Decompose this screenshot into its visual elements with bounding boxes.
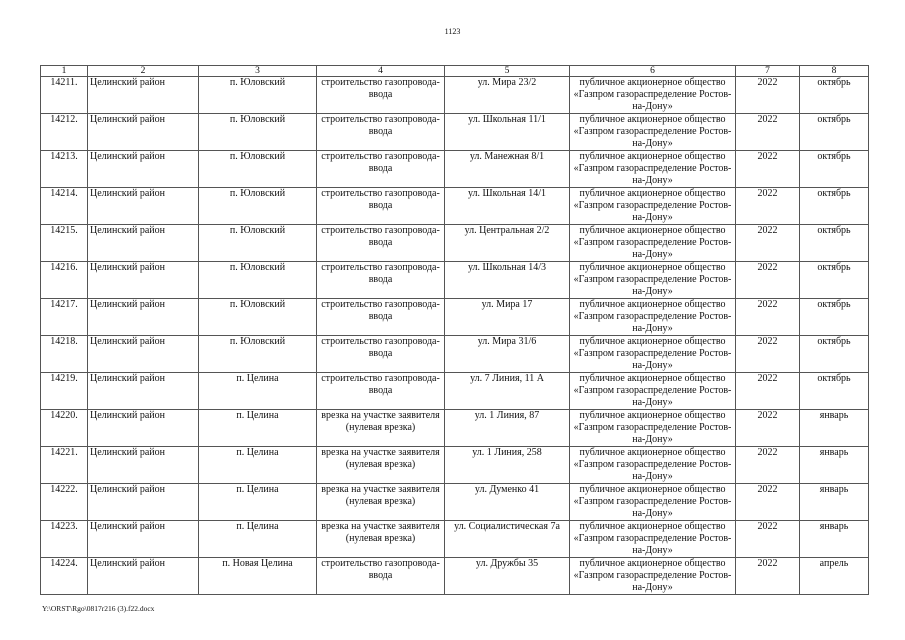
organization-cell: публичное акционерное общество «Газпром газораспределение Ростов-на-Дону»	[570, 299, 736, 336]
settlement-cell: п. Юловский	[199, 151, 317, 188]
address-cell: ул. Мира 17	[445, 299, 570, 336]
organization-cell: публичное акционерное общество «Газпром газораспределение Ростов-на-Дону»	[570, 151, 736, 188]
column-header: 6	[570, 66, 736, 77]
table-row	[41, 225, 869, 262]
settlement-cell: п. Юловский	[199, 336, 317, 373]
year-cell: 2022	[736, 484, 800, 521]
column-header: 8	[800, 66, 869, 77]
district-cell: Целинский район	[88, 299, 199, 336]
year-cell: 2022	[736, 114, 800, 151]
month-cell: октябрь	[800, 114, 869, 151]
table-row	[41, 77, 869, 114]
row-number-cell: 14214.	[41, 188, 88, 225]
row-number-cell: 14218.	[41, 336, 88, 373]
row-number-cell: 14213.	[41, 151, 88, 188]
district-cell: Целинский район	[88, 225, 199, 262]
year-cell: 2022	[736, 225, 800, 262]
settlement-cell: п. Юловский	[199, 225, 317, 262]
settlement-cell: п. Юловский	[199, 188, 317, 225]
district-cell: Целинский район	[88, 447, 199, 484]
row-number-cell: 14212.	[41, 114, 88, 151]
settlement-cell: п. Целина	[199, 484, 317, 521]
work-type-cell: строительство газопровода-ввода	[317, 188, 445, 225]
organization-cell: публичное акционерное общество «Газпром газораспределение Ростов-на-Дону»	[570, 447, 736, 484]
work-type-cell: строительство газопровода-ввода	[317, 114, 445, 151]
district-cell: Целинский район	[88, 114, 199, 151]
work-type-cell: строительство газопровода-ввода	[317, 558, 445, 595]
settlement-cell: п. Целина	[199, 521, 317, 558]
month-cell: январь	[800, 410, 869, 447]
district-cell: Целинский район	[88, 373, 199, 410]
month-cell: октябрь	[800, 299, 869, 336]
organization-cell: публичное акционерное общество «Газпром газораспределение Ростов-на-Дону»	[570, 188, 736, 225]
column-header: 7	[736, 66, 800, 77]
month-cell: октябрь	[800, 225, 869, 262]
year-cell: 2022	[736, 77, 800, 114]
row-number-cell: 14222.	[41, 484, 88, 521]
address-cell: ул. Дружбы 35	[445, 558, 570, 595]
work-type-cell: строительство газопровода-ввода	[317, 299, 445, 336]
settlement-cell: п. Юловский	[199, 262, 317, 299]
year-cell: 2022	[736, 262, 800, 299]
organization-cell: публичное акционерное общество «Газпром газораспределение Ростов-на-Дону»	[570, 262, 736, 299]
district-cell: Целинский район	[88, 151, 199, 188]
district-cell: Целинский район	[88, 558, 199, 595]
month-cell: январь	[800, 447, 869, 484]
work-type-cell: строительство газопровода-ввода	[317, 151, 445, 188]
organization-cell: публичное акционерное общество «Газпром газораспределение Ростов-на-Дону»	[570, 77, 736, 114]
settlement-cell: п. Юловский	[199, 299, 317, 336]
month-cell: апрель	[800, 558, 869, 595]
settlement-cell: п. Новая Целина	[199, 558, 317, 595]
table-row	[41, 262, 869, 299]
year-cell: 2022	[736, 151, 800, 188]
district-cell: Целинский район	[88, 484, 199, 521]
month-cell: январь	[800, 484, 869, 521]
table-row	[41, 521, 869, 558]
month-cell: октябрь	[800, 77, 869, 114]
column-header: 5	[445, 66, 570, 77]
organization-cell: публичное акционерное общество «Газпром газораспределение Ростов-на-Дону»	[570, 558, 736, 595]
district-cell: Целинский район	[88, 336, 199, 373]
settlement-cell: п. Юловский	[199, 77, 317, 114]
year-cell: 2022	[736, 447, 800, 484]
organization-cell: публичное акционерное общество «Газпром газораспределение Ростов-на-Дону»	[570, 336, 736, 373]
address-cell: ул. Центральная 2/2	[445, 225, 570, 262]
year-cell: 2022	[736, 521, 800, 558]
row-number-cell: 14221.	[41, 447, 88, 484]
table-row	[41, 188, 869, 225]
organization-cell: публичное акционерное общество «Газпром газораспределение Ростов-на-Дону»	[570, 114, 736, 151]
work-type-cell: строительство газопровода-ввода	[317, 225, 445, 262]
organization-cell: публичное акционерное общество «Газпром газораспределение Ростов-на-Дону»	[570, 410, 736, 447]
settlement-cell: п. Целина	[199, 373, 317, 410]
organization-cell: публичное акционерное общество «Газпром газораспределение Ростов-на-Дону»	[570, 521, 736, 558]
table-row	[41, 484, 869, 521]
gasification-table	[40, 65, 869, 595]
table-row	[41, 410, 869, 447]
row-number-cell: 14220.	[41, 410, 88, 447]
organization-cell: публичное акционерное общество «Газпром газораспределение Ростов-на-Дону»	[570, 373, 736, 410]
row-number-cell: 14216.	[41, 262, 88, 299]
year-cell: 2022	[736, 188, 800, 225]
year-cell: 2022	[736, 336, 800, 373]
work-type-cell: врезка на участке заявителя (нулевая врезка)	[317, 447, 445, 484]
district-cell: Целинский район	[88, 410, 199, 447]
district-cell: Целинский район	[88, 262, 199, 299]
address-cell: ул. Социалистическая 7а	[445, 521, 570, 558]
year-cell: 2022	[736, 299, 800, 336]
address-cell: ул. 7 Линия, 11 А	[445, 373, 570, 410]
table-row	[41, 114, 869, 151]
address-cell: ул. Школьная 11/1	[445, 114, 570, 151]
address-cell: ул. Думенко 41	[445, 484, 570, 521]
address-cell: ул. Мира 31/6	[445, 336, 570, 373]
year-cell: 2022	[736, 558, 800, 595]
year-cell: 2022	[736, 373, 800, 410]
organization-cell: публичное акционерное общество «Газпром газораспределение Ростов-на-Дону»	[570, 484, 736, 521]
table-row	[41, 151, 869, 188]
work-type-cell: врезка на участке заявителя (нулевая врезка)	[317, 484, 445, 521]
settlement-cell: п. Юловский	[199, 114, 317, 151]
column-header: 3	[199, 66, 317, 77]
table-body	[41, 77, 869, 595]
settlement-cell: п. Целина	[199, 447, 317, 484]
month-cell: январь	[800, 521, 869, 558]
table-row	[41, 373, 869, 410]
column-header: 2	[88, 66, 199, 77]
column-header: 1	[41, 66, 88, 77]
month-cell: октябрь	[800, 188, 869, 225]
address-cell: ул. Мира 23/2	[445, 77, 570, 114]
row-number-cell: 14211.	[41, 77, 88, 114]
column-header: 4	[317, 66, 445, 77]
year-cell: 2022	[736, 410, 800, 447]
table-row	[41, 447, 869, 484]
work-type-cell: строительство газопровода-ввода	[317, 262, 445, 299]
organization-cell: публичное акционерное общество «Газпром газораспределение Ростов-на-Дону»	[570, 225, 736, 262]
month-cell: октябрь	[800, 336, 869, 373]
row-number-cell: 14215.	[41, 225, 88, 262]
table-row	[41, 558, 869, 595]
district-cell: Целинский район	[88, 188, 199, 225]
footer-file-path: Y:\ORST\Rgo\0817r216 (3).f22.docx	[42, 604, 155, 613]
work-type-cell: строительство газопровода-ввода	[317, 77, 445, 114]
work-type-cell: врезка на участке заявителя (нулевая врезка)	[317, 410, 445, 447]
row-number-cell: 14224.	[41, 558, 88, 595]
month-cell: октябрь	[800, 373, 869, 410]
row-number-cell: 14223.	[41, 521, 88, 558]
work-type-cell: строительство газопровода-ввода	[317, 373, 445, 410]
header-row	[41, 66, 869, 77]
district-cell: Целинский район	[88, 521, 199, 558]
page-number: 1123	[444, 27, 461, 36]
table-row	[41, 299, 869, 336]
table-row	[41, 336, 869, 373]
address-cell: ул. 1 Линия, 258	[445, 447, 570, 484]
work-type-cell: врезка на участке заявителя (нулевая врезка)	[317, 521, 445, 558]
settlement-cell: п. Целина	[199, 410, 317, 447]
month-cell: октябрь	[800, 151, 869, 188]
row-number-cell: 14219.	[41, 373, 88, 410]
row-number-cell: 14217.	[41, 299, 88, 336]
address-cell: ул. Школьная 14/3	[445, 262, 570, 299]
work-type-cell: строительство газопровода-ввода	[317, 336, 445, 373]
district-cell: Целинский район	[88, 77, 199, 114]
month-cell: октябрь	[800, 262, 869, 299]
address-cell: ул. Школьная 14/1	[445, 188, 570, 225]
address-cell: ул. Манежная 8/1	[445, 151, 570, 188]
address-cell: ул. 1 Линия, 87	[445, 410, 570, 447]
